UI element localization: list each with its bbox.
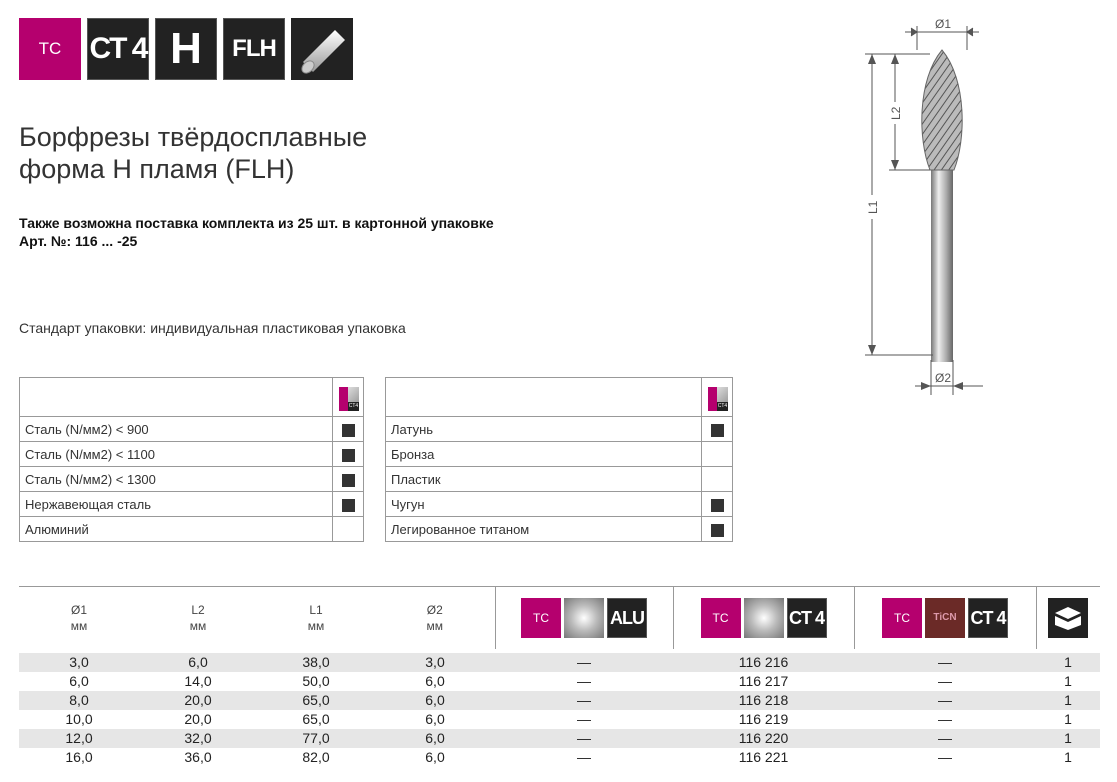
- cut-pattern-icon: [564, 598, 604, 638]
- cell-ticn: —: [854, 691, 1036, 710]
- cell-ticn: —: [938, 673, 952, 689]
- flh-badge: FLH: [223, 18, 285, 80]
- cell-l2: 20,0: [184, 711, 212, 727]
- cell-l1: 65,0: [257, 691, 375, 710]
- material-mark: [333, 517, 364, 542]
- table-row: [19, 729, 1100, 748]
- cell-d2: 6,0: [425, 673, 445, 689]
- cell-l1: 65,0: [302, 711, 330, 727]
- cell-d1: 12,0: [19, 729, 139, 748]
- table-row: [19, 710, 1100, 729]
- tube-icon: [291, 18, 353, 80]
- cell-ticn: —: [938, 749, 952, 765]
- material-label: Алюминий: [20, 517, 333, 542]
- cell-qty: 1: [1036, 691, 1100, 710]
- cell-alu: —: [577, 673, 591, 689]
- header-d2: Ø2 мм: [375, 587, 495, 652]
- header-d1: Ø1 мм: [19, 587, 139, 652]
- table-row: [19, 748, 1100, 767]
- d1-label: Ø1: [935, 17, 952, 31]
- material-row: [20, 417, 364, 442]
- title-line-1: Борфрезы твёрдосплавные: [19, 122, 368, 152]
- material-label: Сталь (N/мм2) < 1300: [20, 467, 333, 492]
- cell-d2: 6,0: [425, 749, 445, 765]
- cell-qty: 1: [1036, 651, 1100, 672]
- material-mark: [333, 467, 364, 492]
- cell-d2: 6,0: [375, 729, 495, 748]
- badge-row: [19, 18, 353, 80]
- material-row: [386, 467, 733, 492]
- suitable-mark-icon: [342, 449, 355, 462]
- header-l1: L1 мм: [257, 587, 375, 652]
- header-ct4: TC CT 4: [673, 587, 854, 652]
- cell-ticn: —: [938, 711, 952, 727]
- table-row: [19, 691, 1100, 710]
- cell-alu: —: [495, 729, 673, 748]
- cell-qty: 1: [1064, 749, 1072, 765]
- materials-table-right: [385, 377, 733, 542]
- header-l2: L2 мм: [139, 587, 257, 652]
- materials-table-left: [19, 377, 364, 542]
- material-label: Латунь: [386, 417, 702, 442]
- cell-ticn: —: [854, 651, 1036, 672]
- table-row: [19, 651, 1100, 672]
- ct4-badge: CT 4: [87, 18, 149, 80]
- bur-drawing: [855, 10, 1005, 400]
- material-label: Нержавеющая сталь: [20, 492, 333, 517]
- material-row: [20, 517, 364, 542]
- set-note-line-1: Также возможна поставка комплекта из 25 шт. в картонной упаковке: [19, 215, 494, 231]
- material-mark: [702, 517, 733, 542]
- material-mark: [702, 467, 733, 492]
- material-mark: [333, 442, 364, 467]
- material-row: [386, 492, 733, 517]
- cell-l2: 32,0: [139, 729, 257, 748]
- cell-l1: 38,0: [257, 651, 375, 672]
- set-note-line-2: Арт. №: 116 ... -25: [19, 233, 138, 249]
- suitable-mark-icon: [711, 424, 724, 437]
- cell-alu: —: [495, 691, 673, 710]
- cell-d2: 3,0: [375, 651, 495, 672]
- suitable-mark-icon: [711, 524, 724, 537]
- cell-d1: 6,0: [69, 673, 89, 689]
- suitable-mark-icon: [342, 424, 355, 437]
- tc-ct4-mini-icon: CT4: [702, 383, 732, 411]
- material-label: Сталь (N/мм2) < 1100: [20, 442, 333, 467]
- cell-l1: 50,0: [302, 673, 330, 689]
- cell-ct4: 116 219: [738, 711, 789, 727]
- cell-d1: 3,0: [19, 651, 139, 672]
- table-row: [19, 672, 1100, 691]
- cell-l2: 20,0: [139, 691, 257, 710]
- cell-ct4: 116 217: [738, 673, 789, 689]
- material-row: [386, 417, 733, 442]
- tc-ct4-mini-icon: CT4: [333, 383, 363, 411]
- header-package: [1036, 587, 1100, 652]
- material-row: [386, 517, 733, 542]
- cell-l2: 6,0: [139, 651, 257, 672]
- cell-d2: 6,0: [375, 691, 495, 710]
- cell-l2: 36,0: [184, 749, 212, 765]
- l2-label: L2: [889, 106, 903, 120]
- packaging-standard: Стандарт упаковки: индивидуальная пластиковая упаковка: [19, 320, 406, 336]
- shape-h-badge: H: [155, 18, 217, 80]
- page-title: [19, 121, 367, 185]
- set-note: [19, 214, 494, 250]
- suitable-mark-icon: [711, 499, 724, 512]
- cell-ct4: 116 218: [673, 691, 854, 710]
- cell-d1: 10,0: [65, 711, 93, 727]
- material-label: Пластик: [386, 467, 702, 492]
- cell-d1: 16,0: [65, 749, 93, 765]
- cut-pattern-icon: [744, 598, 784, 638]
- cell-qty: 1: [1036, 729, 1100, 748]
- material-label: Чугун: [386, 492, 702, 517]
- material-mark: [702, 417, 733, 442]
- material-label: Сталь (N/мм2) < 900: [20, 417, 333, 442]
- cell-d1: 8,0: [19, 691, 139, 710]
- suitable-mark-icon: [342, 499, 355, 512]
- cell-ct4: 116 216: [673, 651, 854, 672]
- header-alu: TC ALU: [495, 587, 673, 652]
- cell-l2: 14,0: [184, 673, 212, 689]
- cell-l1: 82,0: [302, 749, 330, 765]
- cell-l1: 77,0: [257, 729, 375, 748]
- l1-label: L1: [866, 200, 880, 214]
- material-row: [386, 442, 733, 467]
- table-header: [19, 587, 1100, 652]
- cell-ticn: —: [854, 729, 1036, 748]
- material-label: Легированное титаном: [386, 517, 702, 542]
- material-row: [20, 467, 364, 492]
- product-table: [19, 586, 1100, 767]
- d2-label: Ø2: [935, 371, 952, 385]
- material-label: Бронза: [386, 442, 702, 467]
- cell-d2: 6,0: [425, 711, 445, 727]
- package-icon: [1048, 598, 1088, 638]
- suitable-mark-icon: [342, 474, 355, 487]
- material-mark: [333, 492, 364, 517]
- cell-qty: 1: [1064, 711, 1072, 727]
- cell-alu: —: [577, 749, 591, 765]
- material-mark: [702, 492, 733, 517]
- cell-alu: —: [495, 651, 673, 672]
- cell-ct4: 116 220: [673, 729, 854, 748]
- material-row: [20, 442, 364, 467]
- material-mark: [702, 442, 733, 467]
- header-ticn: TC TiCN CT 4: [854, 587, 1036, 652]
- material-row: [20, 492, 364, 517]
- tc-badge: TC: [19, 18, 81, 80]
- cell-alu: —: [577, 711, 591, 727]
- material-mark: [333, 417, 364, 442]
- title-line-2: форма H пламя (FLH): [19, 154, 295, 184]
- cell-ct4: 116 221: [738, 749, 789, 765]
- cell-qty: 1: [1064, 673, 1072, 689]
